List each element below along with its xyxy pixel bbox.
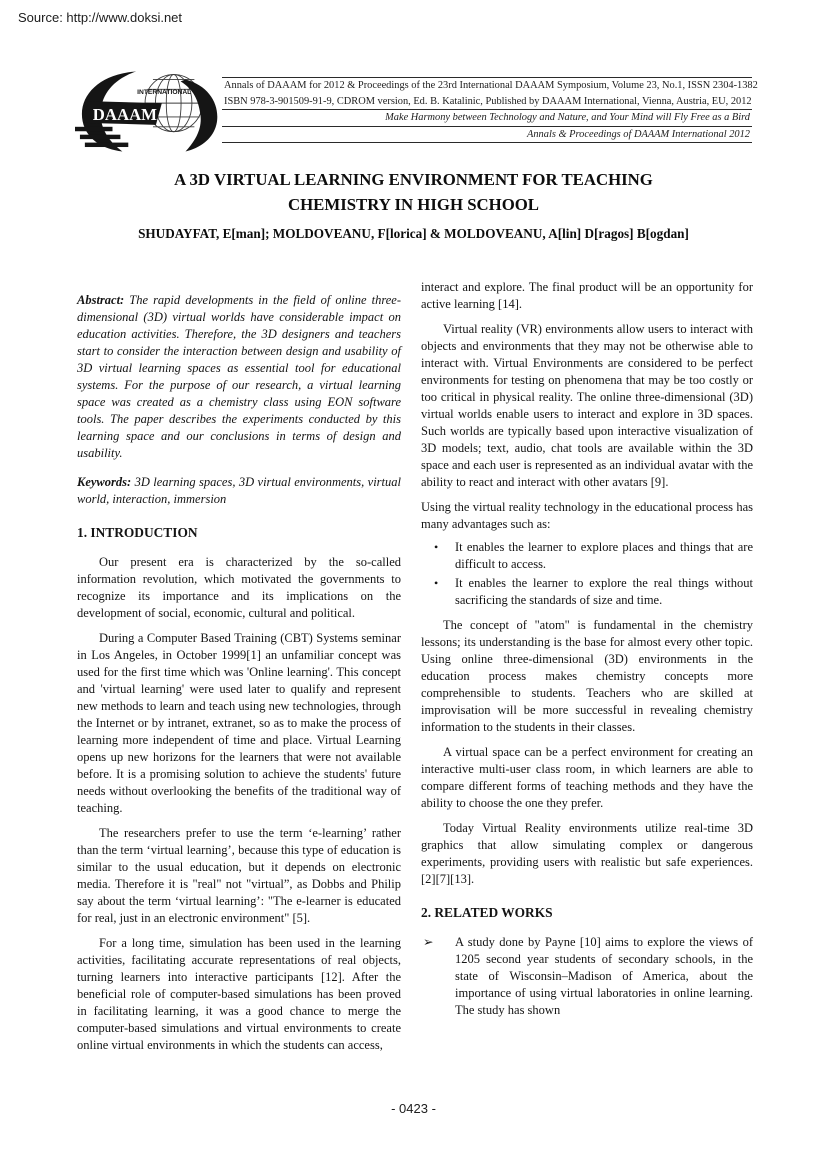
keywords-paragraph: [77, 474, 401, 508]
bullet-icon: •: [434, 540, 439, 554]
right-paragraph-2: Virtual reality (VR) environments allow users to interact with objects and environments that they may not be otherwise able to interact with. Virtual Environments are considered to be perfect environments for testing on phenomena that may be too costly or too critical in physical reality. The online three-dimensional (3D) virtual worlds enable users to interact and explore in 3D spaces. Such worlds are typically based upon interactive visualization of 3D models; text, audio, chat tools are available within the 3D space and each user is represented as an individual avatar with the ability to react and interact with other avatars [9].: [421, 322, 753, 489]
page-title: [0, 167, 827, 217]
daaam-logo: [75, 70, 223, 154]
section-heading-introduction: 1. INTRODUCTION: [77, 525, 198, 540]
intro-paragraph-1: Our present era is characterized by the so-called information revolution, which motivated the governments to recognize its importance and its implications on the development of social, economic, cultural and political.: [77, 555, 401, 620]
authors-line: SHUDAYFAT, E[man]; MOLDOVEANU, F[lorica] & MOLDOVEANU, A[lin] D[ragos] B[ogdan]: [138, 226, 689, 241]
logo-stripes: [75, 127, 128, 147]
intro-paragraph-4: For a long time, simulation has been used in the learning activities, facilitating accurate representations of real objects, turning learners into interactive participants [12]. After the beneficial role of computer-based simulations has been proved in facilitating learning, it was a good chance to merge the computer-based simulations and virtual environments to create online virtual environments in which the students can access,: [77, 936, 401, 1052]
header-citation-line-2: ISBN 978-3-901509-91-9, CDROM version, Ed. B. Katalinic, Published by DAAAM International, Vienna, Austria, EU, 2012: [224, 95, 752, 107]
logo-international-text: INTERNATIONAL: [137, 89, 192, 97]
page-number: - 0423 -: [391, 1101, 436, 1116]
right-paragraph-3: Using the virtual reality technology in the educational process has many advantages such as:: [421, 500, 753, 531]
source-url: Source: http://www.doksi.net: [18, 10, 183, 25]
header-citation-block: [222, 77, 758, 143]
bullet-icon: •: [434, 576, 439, 590]
keywords-label: Keywords:: [77, 475, 132, 489]
intro-paragraph-3: The researchers prefer to use the term ‘e-learning’ rather than the term ‘virtual learning’, because this type of education is similar to the usual education, but it depends on electronic media. Therefore it is "real" not "virtual”, as Dobbs and Philip say about the term ‘virtual learning’: "The e-learner is educated for real, just in an electronic environment" [5].: [77, 826, 401, 925]
advantages-bullet-list: [421, 539, 753, 609]
logo-daaam-text: DAAAM: [92, 104, 158, 124]
header-motto: Make Harmony between Technology and Nature, and Your Mind will Fly Free as a Bird: [385, 112, 750, 123]
daaam-logo-graphic: [75, 70, 223, 154]
keywords-text: 3D learning spaces, 3D virtual environments, virtual world, interaction, immersion: [77, 475, 401, 506]
section-heading-related-works: 2. RELATED WORKS: [421, 905, 553, 920]
right-paragraph-5: A virtual space can be a perfect environment for creating an interactive multi-user class room, in which learners are able to compare different forms of teaching methods and they have the ability to choose the one they prefer.: [421, 745, 753, 810]
right-paragraph-6: Today Virtual Reality environments utilize real-time 3D graphics that allow simulating complex or dangerous experiments, providing users with realistic but safe experiences. [2][7][13].: [421, 821, 753, 886]
bullet-text: It enables the learner to explore the real things without sacrificing the standards of size and time.: [455, 576, 753, 607]
abstract-label: Abstract:: [77, 292, 125, 307]
related-works-text: A study done by Payne [10] aims to explore the views of 1205 second year students of secondary schools, in the state of Wisconsin–Madison of America, about the importance of using virtual laboratories in online learning. The study has shown: [455, 935, 753, 1017]
bullet-text: It enables the learner to explore places and things that are difficult to access.: [455, 540, 753, 571]
right-column: [421, 279, 753, 1019]
related-works-item: [421, 934, 753, 1019]
abstract-paragraph: [77, 292, 401, 462]
abstract-text: The rapid developments in the field of online three-dimensional (3D) virtual worlds have considerable impact on education activities. Therefore, the 3D designers and teachers start to consider the interaction between design and usability of 3D virtual learning spaces as essential tool for educational systems. For the purpose of our research, a virtual learning space was created as a chemistry class using EON software tools. The paper describes the experiments conducted by this learning space and our conclusions in terms of design and usability.: [77, 292, 401, 460]
left-column: [77, 279, 401, 1062]
header-citation-line-1: Annals of DAAAM for 2012 & Proceedings of the 23rd International DAAAM Symposium, Volume 23, No.1, ISSN 2304-1382: [224, 80, 758, 91]
title-line-2: CHEMISTRY IN HIGH SCHOOL: [287, 195, 539, 214]
arrow-bullet-icon: ➢: [423, 935, 434, 949]
header-proceedings: Annals & Proceedings of DAAAM International 2012: [527, 128, 750, 140]
right-paragraph-1: interact and explore. The final product will be an opportunity for active learning [14].: [421, 280, 753, 311]
right-paragraph-4: The concept of "atom" is fundamental in the chemistry lessons; its understanding is the base for almost every other topic. Using online three-dimensional (3D) environments in the education process makes chemistry concepts more comprehensible to students. Teachers who are skilled at improvisation will be more successful in revealing chemistry information to the students in their classes.: [421, 618, 753, 734]
title-line-1: A 3D VIRTUAL LEARNING ENVIRONMENT FOR TEACHING: [174, 170, 653, 189]
intro-paragraph-2: During a Computer Based Training (CBT) Systems seminar in Los Angeles, in October 1999[1] an unfamiliar concept was used for the first time which was 'Online learning'. This concept and 'virtual learning' were used later to qualify and represent new methods to learn and teach using new technologies, through the Internet or by intranet, extranet, so as to make the process of learning more independent of time and place. Virtual Learning opens up new horizons for the learners that were not available before. It is a promising solution to achieve the students' future needs without overlooking the benefits of the traditional way of teaching.: [77, 631, 401, 815]
bullet-item: [421, 539, 753, 573]
bullet-item: [421, 575, 753, 609]
header-rule-bottom: [222, 142, 752, 143]
